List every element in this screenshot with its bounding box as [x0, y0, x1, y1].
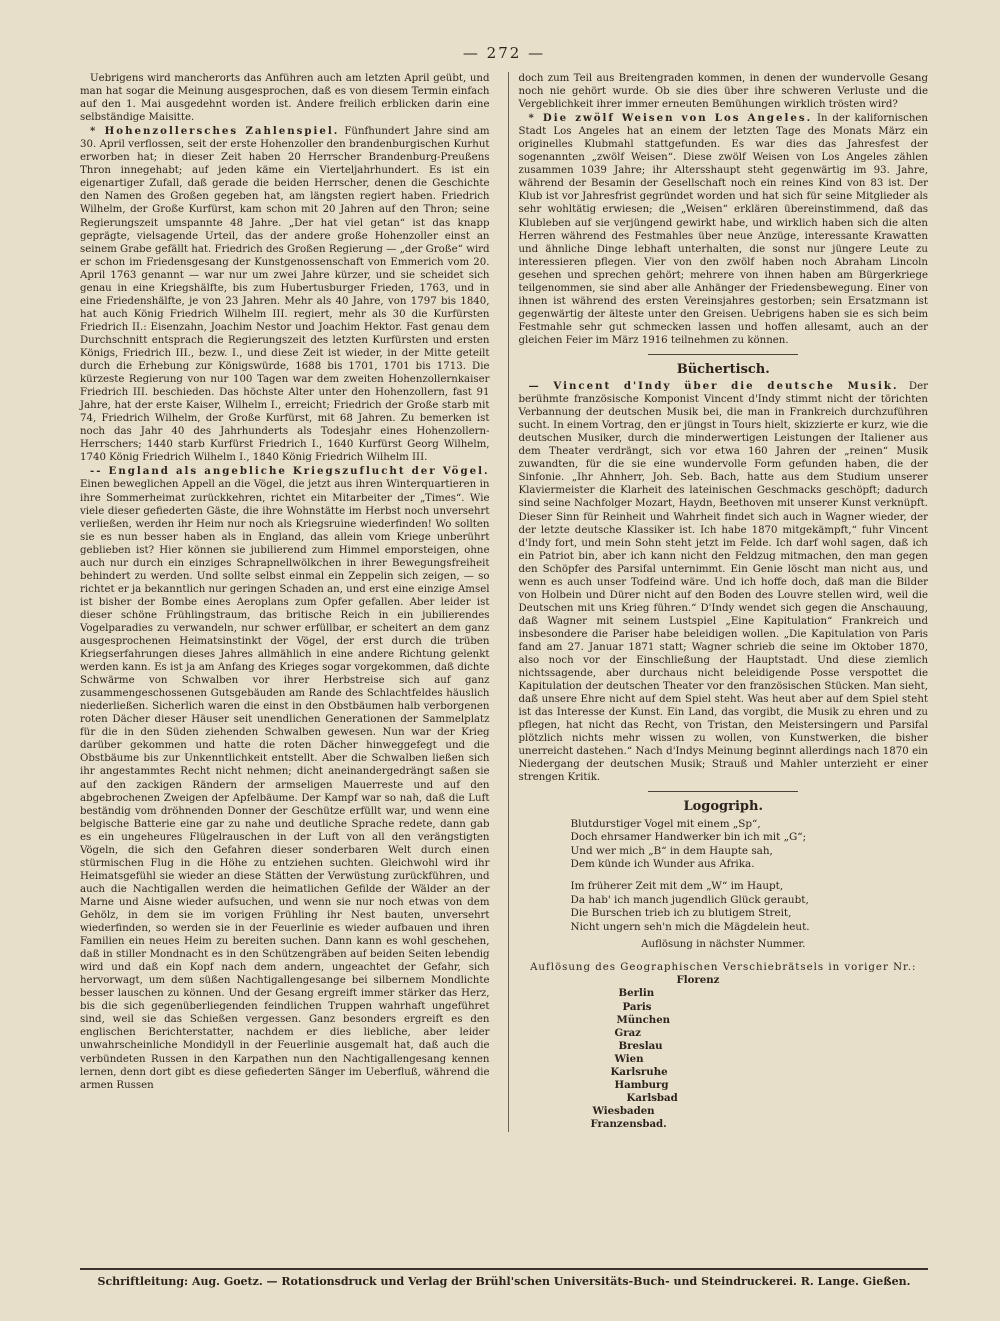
solution-word: Wiesbaden: [592, 1105, 655, 1118]
solution-word: Hamburg: [614, 1079, 669, 1092]
article-england-birds: [80, 465, 490, 1091]
article-heading: * Hohenzollersches Zahlenspiel.: [90, 125, 340, 138]
poem-line: Und wer mich „B“ in dem Haupte sah,: [570, 844, 773, 857]
solution-word: Karlsruhe: [610, 1066, 668, 1079]
article-body: In der kalifornischen Stadt Los Angeles hat an einem der letzten Tage des Monats März ein originelles Klubmahl stattgefunden. Es war dies das Jahresfest der sogenannten „zwölf Weisen“. Diese zwölf Weisen von Los Angeles zählen zusammen 1039 Jahre; ihr Altersshaupt steht gegenwärtig im 93. Jahre, während der Besamin der Gesellschaft noch ein reines Kind von 83 ist. Der Klub ist vor Jahresfrist gegründet worden und hat sich für seine Mitglieder als sehr wohltätig erwiesen; die „Weisen“ erklären übereinstimmend, daß das Klubleben auf sie verjüngend gewirkt habe, und wirklich haben sich die alten Herren während des Festmahles über neue Anzüge, interessante Krawatten und ähnliche Dinge lebhaft unterhalten, die sonst nur jüngere Leute zu interessieren pflegen. Vier von den zwölf haben noch Abraham Lincoln gesehen und sprechen gehört; mehrere von ihnen haben am Bürgerkriege teilgenommen, sie sind aber alle Anhänger der Friedensbewegung. Einer von ihnen ist während des ersten Vereinsjahres gestorben; sein Ersatzmann ist gegenwärtig der älteste unter den Greisen. Uebrigens haben sie es sich beim Festmahle sehr gut schmecken lassen und hoffen allesamt, auch an der gleichen Feier im März 1916 teilnehmen zu können.: [518, 113, 928, 346]
section-title-logogriph: Logogriph.: [683, 799, 764, 815]
paragraph-continued: doch zum Teil aus Breitengraden kommen, in denen der wundervolle Gesang noch nie gehört wurde. Ob sie dies über ihre schweren Verluste und die Vergeblichkeit ihrer immer erneuten Bemühungen wirklich trösten wird?: [518, 73, 928, 111]
solution-word: Florenz: [676, 974, 720, 987]
article-heading: -- England als angebliche Kriegszuflucht der Vögel.: [90, 465, 490, 478]
divider: [648, 354, 798, 355]
poem-note: Auflösung in nächster Nummer.: [641, 939, 806, 951]
poem-line: Die Burschen trieb ich zu blutigem Streit,: [570, 907, 792, 920]
solution-list: [519, 974, 929, 1131]
divider: [648, 791, 798, 792]
solution-word: Berlin: [618, 987, 655, 1000]
poem-line: Nicht ungern seh'n mich die Mägdelein heut.: [570, 920, 810, 933]
article-body: Der berühmte französische Komponist Vincent d'Indy stimmt nicht der törichten Verbannung der deutschen Musik bei, die man in Frankreich durchzuführen sucht. In einem Vortrag, den er jüngst in Tours hielt, skizzierte er kurz, wie die deutschen Musiker, durch die minderwertigen Leistungen der Italiener aus dem Theater verdrängt, sich vor etwa 160 Jahren der „reinen“ Musik zuwandten, für die sie eine wundervolle Form gefunden haben, die der Sinfonie. „Ihr Ahnherr, Joh. Seb. Bach, hatte aus dem Studium unserer Klaviermeister die Klarheit des lateinischen Geschmacks geschöpft; dadurch sind seine Nachfolger Mozart, Haydn, Beethoven mit unserer Kunst verknüpft. Dieser Sinn für Reinheit und Wahrheit findet sich auch in Wagner wieder, der der letzte deutsche Klassiker ist. Ich habe 1870 mitgekämpft,“ fuhr Vincent d'Indy fort, und mein Sohn steht jetzt im Felde. Ich darf wohl sagen, daß ich ein Patriot bin, aber ich kann nicht den Feldzug mitmachen, den man gegen den Schöpfer des Parsifal unternimmt. Ein Genie löscht man nicht aus, und wenn es auch unser Todfeind wäre. Und ich hoffe doch, daß man die Bilder von Holbein und Dürer nicht auf den Boden des Louvre stellen wird, weil die Deutschen mit uns Krieg führen.“ D'Indy wendet sich gegen die Anschauung, daß Wagner mit seinem Lustspiel „Eine Kapitulation“ Frankreich und insbesondere die Pariser habe beleidigen wollen. „Die Kapitulation von Paris fand am 27. Januar 1871 statt; Wagner schrieb die seine im Oktober 1870, also noch vor der Einschließung der Hauptstadt. Und diese ziemlich nichtssagende, aber durchaus nicht beleidigende Posse verspottet die Kapitulation der deutschen Theater vor den französischen Stücken. Man sieht, daß unsere Ehre nicht auf dem Spiel steht. Was heut aber auf dem Spiel steht ist das Interesse der Kunst. Ein Land, das vorgibt, die Musik zu ehren und zu pflegen, hat nicht das Recht, von Tristan, den Meistersingern und Parsifal plötzlich nichts mehr wissen zu wollen, von Kunstwerken, die bisher unerreicht dastehen.“ Nach d'Indys Meinung beginnt allerdings nach 1870 ein Niedergang der deutschen Musik; Strauß und Mahler unterzieht er einer strengen Kritik.: [518, 381, 928, 784]
logogriph-poem: [571, 818, 929, 935]
solution-word: Paris: [622, 1000, 652, 1013]
article-heading: * Die zwölf Weisen von Los Angeles.: [528, 112, 813, 125]
solution-word: Karlsbad: [626, 1092, 678, 1105]
article-hohenzollern: [80, 125, 490, 464]
article-body: Fünfhundert Jahre sind am 30. April verflossen, seit der erste Hohenzoller den brandenburgischen Kurhut erworben hat; in dieser Zeit haben 20 Herrscher Brandenburg-Preußens Thron innegehabt; auf jeden käme ein Vierteljahrhundert. Es ist ein eigenartiger Zufall, daß gerade die beiden Herrscher, denen die Geschichte den Namen des Großen gegeben hat, am längsten regiert haben. Friedrich Wilhelm, der Große Kurfürst, kam schon mit 20 Jahren auf den Thron; seine Regierungszeit umspannte 48 Jahre. „Der hat viel getan“ ist das knapp geprägte, vielsagende Urteil, das der andere große Hohenzoller einst an seinem Grabe gefällt hat. Friedrich des Großen Regierung — „der Große“ wird er schon im Friedensgesang der Kunstgenossenschaft von Emmerich vom 20. April 1763 genannt — war nur um zwei Jahre kürzer, und sie scheidet sich genau in eine Kriegshälfte, bis zum Hubertusburger Frieden, 1763, und in eine Friedenshälfte, je von 23 Jahren. Mehr als 40 Jahre, von 1797 bis 1840, hat auch König Friedrich Wilhelm III. regiert, mehr als 30 die Kurfürsten Friedrich II.: Eisenzahn, Joachim Nestor und Joachim Hektor. Fast genau dem Durchschnitt entsprach die Regierungszeit des letzten Kurfürsten und ersten Königs, Friedrich III., bezw. I., und diese Zeit ist wieder, in der Mitte geteilt durch die Erhebung zur Königswürde, 1688 bis 1701, 1701 bis 1713. Die kürzeste Regierung von nur 100 Tagen war dem zweiten Hohenzollernkaiser Friedrich III. beschieden. Das höchste Alter unter den Hohenzollern, fast 91 Jahre, hat der erste Kaiser, Wilhelm I., erreicht; Friedrich der Große starb mit 74, Friedrich Wilhelm, der Große Kurfürst, mit 68 Jahren. Zu bemerken ist noch das Jahr 40 des Jahrhunderts als Todesjahr eines Hohenzollern-Herrschers; 1440 starb Kurfürst Friedrich I., 1640 Kurfürst Georg Wilhelm, 1740 König Friedrich Wilhelm I., 1840 König Friedrich Wilhelm III.: [80, 126, 490, 464]
article-twelve-wise-men: [519, 112, 929, 347]
section-title-books: Büchertisch.: [676, 361, 770, 377]
solution-word: Franzensbad.: [590, 1118, 667, 1131]
article-heading: — Vincent d'Indy über die deutsche Musik.: [528, 380, 899, 393]
page-number: — 272 —: [462, 44, 546, 62]
solution-word: Graz: [614, 1026, 641, 1039]
solution-word: München: [616, 1013, 671, 1026]
solution-word: Breslau: [618, 1039, 663, 1052]
solution-word: Wien: [614, 1052, 644, 1065]
left-column: [80, 72, 490, 1132]
poem-line: Dem künde ich Wunder aus Afrika.: [570, 858, 755, 871]
solution-heading: Auflösung des Geographischen Verschiebrätsels in voriger Nr.:: [530, 962, 917, 974]
imprint-footer: Schriftleitung: Aug. Goetz. — Rotationsdruck und Verlag der Brühl'schen Universitäts-Buch- und Steindruckerei. R. Lange. Gießen.: [80, 1268, 928, 1288]
poem-line: Doch ehrsamer Handwerker bin ich mit „G“;: [570, 831, 807, 844]
paragraph-april-custom: Uebrigens wird mancherorts das Anführen auch am letzten April geübt, und man hat sogar die Meinung ausgesprochen, daß es von diesem Termin einfach auf den 1. Mai ausgedehnt worden ist. Andere freilich erblicken darin eine selbständige Maisitte.: [80, 73, 490, 124]
poem-line: Da hab' ich manch jugendlich Glück geraubt,: [570, 893, 809, 906]
poem-line: Blutdurstiger Vogel mit einem „Sp“,: [570, 817, 761, 830]
columns: [80, 72, 928, 1132]
poem-line: Im früherer Zeit mit dem „W“ im Haupt,: [570, 879, 784, 892]
right-column: [508, 72, 929, 1132]
article-body: Einen beweglichen Appell an die Vögel, die jetzt aus ihren Winterquartieren in ihre Sommerheimat zurückkehren, richtet ein Mitarbeiter der „Times“. Wie viele dieser gefiederten Gäste, die ihre Wohnstätte im Herbst noch unversehrt verließen, werden ihr Heim nur noch als Kriegsruine wiederfinden! Wo sollten sie es nun besser haben als in England, das allein vom Kriege unberührt geblieben ist? Hier können sie jubilierend zum Himmel emporsteigen, ohne auch nur durch ein einziges Schrapnellwölkchen in ihrer Bewegungsfreiheit behindert zu werden. Und sollte selbst einmal ein Zeppelin sich zeigen, — so richtet er ja bekanntlich nur geringen Schaden an, und erst eine einzige Amsel ist bisher der Bombe eines Aeroplans zum Opfer gefallen. Aber leider ist dieser schöne Frühlingstraum, das britische Reich in ein jubilierendes Vogelparadies zu verwandeln, nur schwer erfüllbar, er scheitert an dem ganz ausgesprochenen Heimatsinstinkt der Vögel, der erst durch die trüben Kriegserfahrungen dieses Jahres allmählich in eine andere Richtung gelenkt werden kann. Es ist ja am Anfang des Krieges sogar vorgekommen, daß dichte Schwärme von Schwalben vor ihrer Herbstreise sich auf ganz zusammengeschossenen Gutsgebäuden am Rande des Schlachtfeldes häuslich niederließen. Sicherlich waren die einst in den Obstbäumen halb verborgenen roten Dächer dieser Häuser seit unendlichen Generationen der Sammelplatz für die in den Süden ziehenden Schwalben gewesen. Nun war der Krieg darüber gekommen und hatte die roten Dächer hinweggefegt und die Obstbäume bis zur Unkenntlichkeit entstellt. Aber die Schwalben ließen sich ihr angestammtes Recht nicht nehmen; dicht aneinandergedrängt saßen sie auf den zackigen Rändern der armseligen Mauerreste und auf den abgebrochenen Zweigen der Apfelbäume. Der Kampf war so nah, daß die Luft beständig vom dröhnenden Donner der Geschütze erfüllt war, und wenn eine belgische Batterie eine gar zu nahe und deutliche Sprache redete, dann gab es ein ungeheures Flügelrauschen in der Luft von all den verängstigten Vögeln, die sich den Gefahren dieser sonderbaren Welt durch einen stürmischen Flug in die Höhe zu entziehen suchten. Gleichwohl wird ihr Heimatsgefühl sie wieder an diese Stätten der Verwüstung zurückführen, und auch die Nachtigallen werden die heimatlichen Gefilde der Wälder an der Marne und Aisne wieder aufsuchen, und wenn sie nur noch etwas von dem Gehölz, in dem sie im vorigen Frühling ihr Nest bauten, unversehrt wiederfinden, so werden sie in der Feuerlinie es wieder aufbauen und ihren Familien ein neues Heim zu bereiten suchen. Dann kann es wohl geschehen, daß in stiller Mondnacht es in den Schützengräben auf beiden Seiten lebendig wird und daß ein Kopf nach dem andern, ungeachtet der Gefahr, sich hervorwagt, um dem süßen Nachtigallengesange bei silbernem Mondlichte besser lauschen zu können. Und der Gesang ergreift immer stärker das Herz, bis die sich gegenüberliegenden feindlichen Truppen wahrhaft ungeführet sind, weil sie das Schießen vergessen. Ganz besonders ergreift es den englischen Berichterstatter, nachdem er dies liebliche, aber leider unwahrscheinliche Mondidyll in der Feuerlinie ausgemalt hat, daß auch die verbündeten Russen in den Karpathen nun den Nachtigallengesang kennen lernen, denn dort gibt es diese gefiederten Sänger im Ueberfluß, während die armen Russen: [80, 479, 490, 1091]
article-dindy: [519, 380, 929, 784]
